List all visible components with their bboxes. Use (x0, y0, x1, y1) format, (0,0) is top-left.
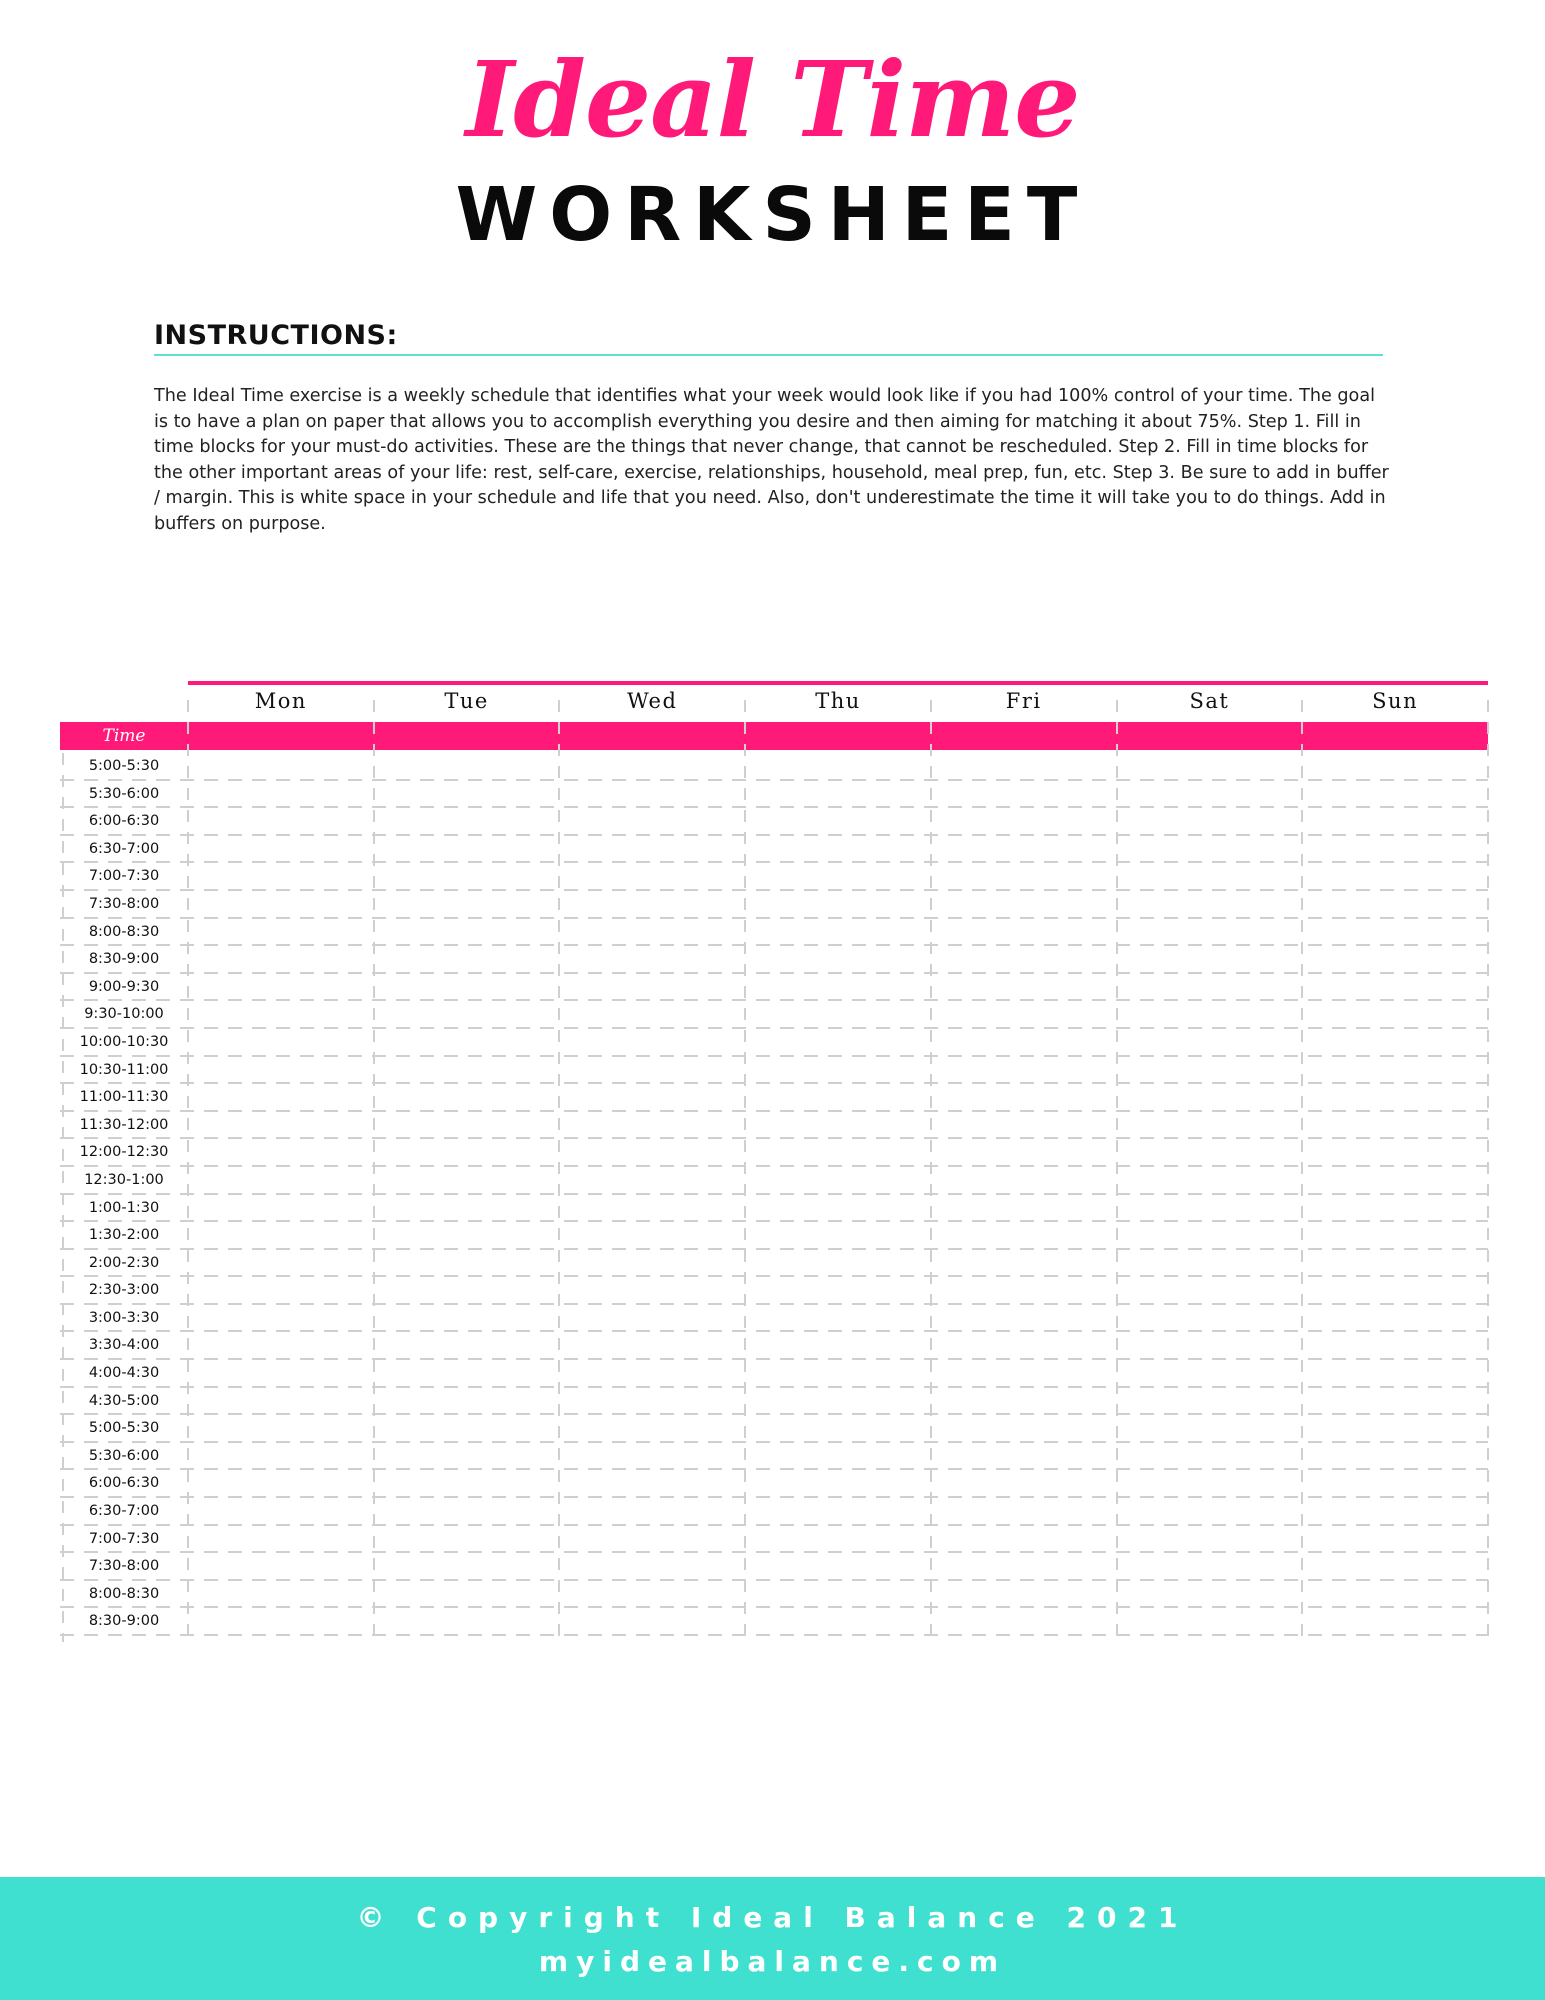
schedule-row[interactable] (60, 1443, 1488, 1471)
instructions-heading: INSTRUCTIONS: (154, 320, 398, 351)
time-column-header: Time (102, 726, 146, 746)
day-header-thu: Thu (815, 689, 861, 713)
time-slot-label: 8:30-9:00 (88, 1613, 160, 1630)
time-slot-label: 12:30-1:00 (84, 1171, 164, 1188)
column-divider (373, 700, 375, 1642)
schedule-row[interactable] (60, 1470, 1488, 1498)
title-script: Ideal Time (465, 38, 1080, 161)
schedule-row[interactable] (60, 1581, 1488, 1609)
column-divider (187, 700, 189, 1642)
column-divider (930, 700, 932, 1642)
schedule-row[interactable] (60, 863, 1488, 891)
time-slot-label: 6:30-7:00 (88, 840, 160, 857)
column-divider (1301, 700, 1303, 1642)
day-header-sat: Sat (1189, 689, 1230, 713)
column-divider (558, 700, 560, 1642)
schedule-row[interactable] (60, 1608, 1488, 1636)
time-slot-label: 3:00-3:30 (88, 1309, 160, 1326)
schedule-row[interactable] (60, 1139, 1488, 1167)
time-slot-label: 11:00-11:30 (79, 1089, 169, 1106)
schedule-row[interactable] (60, 1277, 1488, 1305)
time-slot-label: 7:30-8:00 (88, 1558, 160, 1575)
time-slot-label: 6:00-6:30 (88, 813, 160, 830)
schedule-row[interactable] (60, 919, 1488, 947)
time-slot-label: 8:30-9:00 (88, 951, 160, 968)
day-header-row (188, 686, 1488, 722)
schedule-row[interactable] (60, 974, 1488, 1002)
time-slot-label: 1:30-2:00 (88, 1227, 160, 1244)
day-header-wed: Wed (627, 689, 678, 713)
time-slot-label: 9:00-9:30 (88, 978, 160, 995)
time-slot-label: 7:30-8:00 (88, 895, 160, 912)
schedule-row[interactable] (60, 1305, 1488, 1333)
time-slot-label: 4:00-4:30 (88, 1365, 160, 1382)
schedule-row[interactable] (60, 1526, 1488, 1554)
schedule-row[interactable] (60, 808, 1488, 836)
column-divider (1116, 700, 1118, 1642)
schedule-row[interactable] (60, 1195, 1488, 1223)
time-slot-label: 9:30-10:00 (84, 1006, 164, 1023)
time-slot-label: 5:00-5:30 (88, 758, 160, 774)
time-header-bar (60, 722, 1488, 750)
schedule-row[interactable] (60, 1360, 1488, 1388)
schedule-row[interactable] (60, 1001, 1488, 1029)
time-slot-label: 8:00-8:30 (88, 923, 160, 940)
time-slot-label: 5:30-6:00 (88, 1447, 160, 1464)
schedule-row[interactable] (60, 1250, 1488, 1278)
time-slot-label: 12:00-12:30 (79, 1144, 169, 1161)
schedule-grid (60, 753, 1488, 1636)
instructions-divider (154, 354, 1383, 356)
time-slot-label: 6:00-6:30 (88, 1475, 160, 1492)
schedule-row[interactable] (60, 781, 1488, 809)
column-divider (62, 753, 64, 1642)
schedule-row[interactable] (60, 1029, 1488, 1057)
time-slot-label: 5:30-6:00 (88, 785, 160, 802)
time-slot-label: 3:30-4:00 (88, 1337, 160, 1354)
time-slot-label: 7:00-7:30 (88, 1530, 160, 1547)
time-slot-label: 1:00-1:30 (88, 1199, 160, 1216)
schedule-row[interactable] (60, 1057, 1488, 1085)
time-slot-label: 8:00-8:30 (88, 1585, 160, 1602)
day-header-sun: Sun (1372, 689, 1419, 713)
schedule-row[interactable] (60, 1112, 1488, 1140)
day-header-mon: Mon (254, 689, 307, 713)
schedule-row[interactable] (60, 1388, 1488, 1416)
schedule-top-rule (188, 681, 1488, 685)
schedule-row[interactable] (60, 891, 1488, 919)
footer (0, 1877, 1545, 2000)
schedule-row[interactable] (60, 946, 1488, 974)
column-divider (744, 700, 746, 1642)
time-slot-label: 10:30-11:00 (79, 1061, 169, 1078)
schedule-row[interactable] (60, 1167, 1488, 1195)
schedule-row[interactable] (60, 1222, 1488, 1250)
time-slot-label: 5:00-5:30 (88, 1420, 160, 1437)
schedule-row[interactable] (60, 1553, 1488, 1581)
time-slot-label: 2:30-3:00 (88, 1282, 160, 1299)
schedule-row[interactable] (60, 753, 1488, 781)
schedule-row[interactable] (60, 836, 1488, 864)
schedule-row[interactable] (60, 1332, 1488, 1360)
time-slot-label: 6:30-7:00 (88, 1503, 160, 1520)
day-header-fri: Fri (1005, 689, 1042, 713)
time-slot-label: 2:00-2:30 (88, 1254, 160, 1271)
footer-copyright: © Copyright Ideal Balance 2021 (356, 1901, 1189, 1934)
instructions-body: The Ideal Time exercise is a weekly schedule that identifies what your week would look like if you had 100% control of your time. The goal is to have a plan on paper that allows you to accomplish everything you desire and then aiming for matching it about 75%. Step 1. Fill in time blocks for your must-do activities. These are the things that never change, that cannot be rescheduled. Step 2. Fill in time blocks for the other important areas of your life: rest, self-care, exercise, relationships, household, meal prep, fun, etc. Step 3. Be sure to add in buffer / margin. This is white space in your schedule and life that you need. Also, don't underestimate the time it will take you to do things. Add in buffers on purpose. (154, 386, 1389, 534)
title-worksheet: WORKSHEET (455, 172, 1090, 258)
day-header-tue: Tue (444, 689, 489, 713)
time-slot-label: 4:30-5:00 (88, 1392, 160, 1409)
column-divider (1487, 700, 1489, 1642)
schedule-row[interactable] (60, 1415, 1488, 1443)
footer-website: myidealbalance.com (538, 1945, 1007, 1978)
schedule-row[interactable] (60, 1084, 1488, 1112)
row-divider (60, 1634, 1488, 1636)
schedule-row[interactable] (60, 1498, 1488, 1526)
time-slot-label: 10:00-10:30 (79, 1033, 169, 1050)
time-slot-label: 11:30-12:00 (79, 1116, 169, 1133)
time-slot-label: 7:00-7:30 (88, 868, 160, 885)
